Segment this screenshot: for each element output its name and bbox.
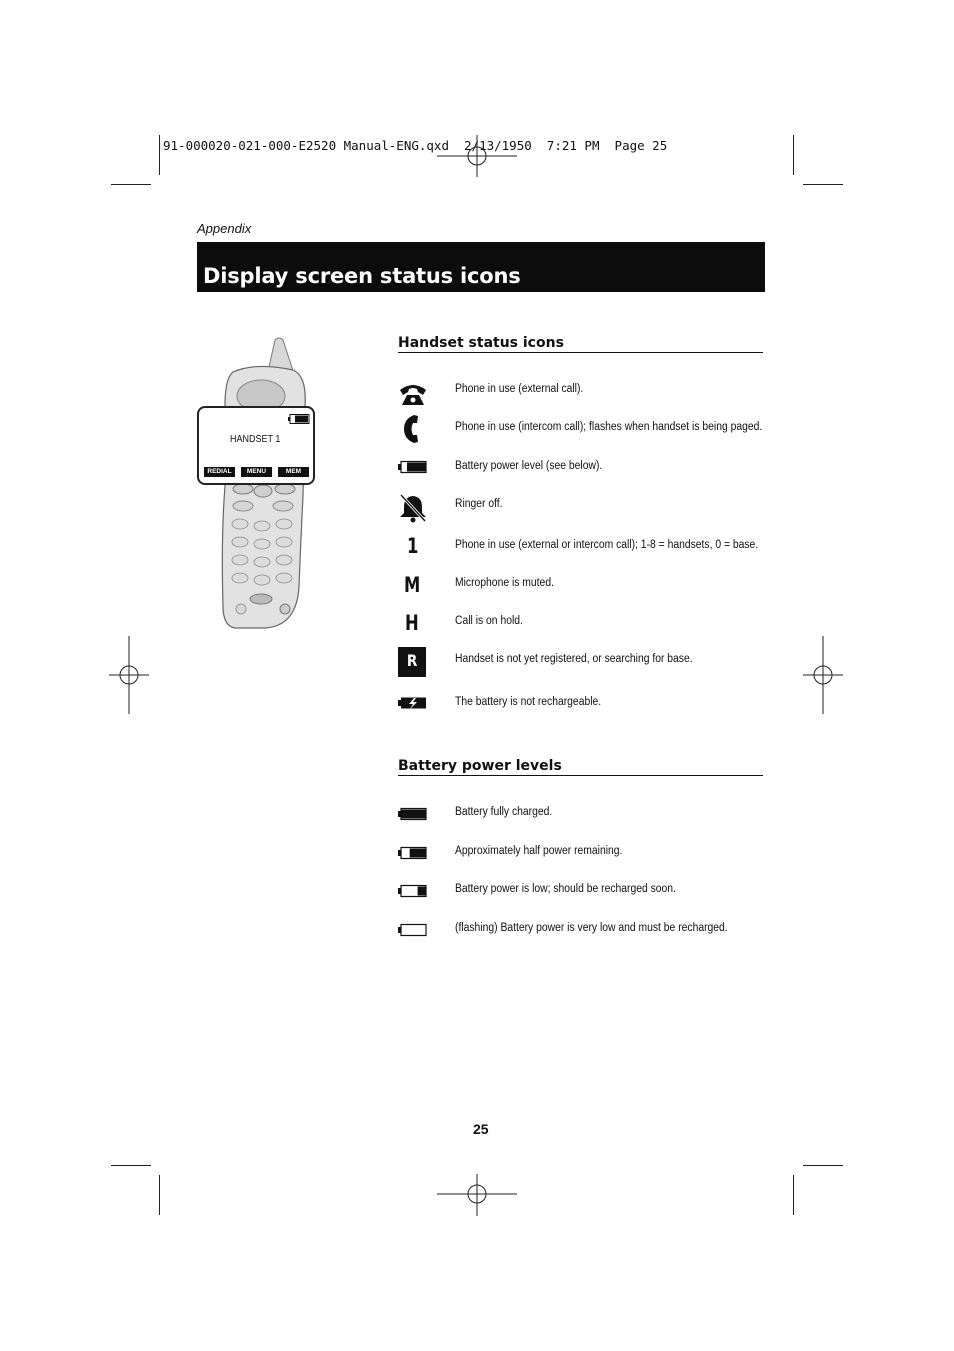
status-description: Phone in use (external call). <box>455 383 584 395</box>
battery-description: Battery fully charged. <box>455 806 553 818</box>
battery-levels-heading: Battery power levels <box>398 758 763 776</box>
status-description: Microphone is muted. <box>455 577 554 589</box>
status-row <box>398 459 768 489</box>
hold-icon: H <box>405 611 419 635</box>
status-row <box>398 381 768 411</box>
page-title: Display screen status icons <box>203 264 521 288</box>
lcd-screen-text: HANDSET 1 <box>230 434 281 445</box>
battery-indicator-icon <box>288 414 310 424</box>
crop-mark <box>803 184 843 185</box>
battery-level-icon <box>398 459 428 475</box>
crop-mark <box>111 184 151 185</box>
battery-description: Battery power is low; should be recharged soon. <box>455 883 676 895</box>
status-description: Phone in use (intercom call); flashes when handset is being paged. <box>455 421 763 433</box>
battery-empty-icon <box>398 922 428 938</box>
status-description: Battery power level (see below). <box>455 460 603 472</box>
phone-intercom-icon <box>398 414 428 444</box>
status-row <box>398 493 768 523</box>
battery-half-icon <box>398 845 428 861</box>
status-row <box>398 414 768 444</box>
crop-mark <box>793 1175 794 1215</box>
battery-row <box>398 845 768 875</box>
registration-mark-icon <box>109 636 149 714</box>
title-banner <box>197 242 765 292</box>
battery-row <box>398 806 768 836</box>
battery-low-icon <box>398 883 428 899</box>
page-number: 25 <box>473 1121 489 1137</box>
status-description: Phone in use (external or intercom call); 1-8 = handsets, 0 = base. <box>455 539 759 551</box>
crop-mark <box>793 135 794 175</box>
crop-mark <box>159 1175 160 1215</box>
status-description: Ringer off. <box>455 498 503 510</box>
status-row <box>398 647 768 677</box>
status-description: The battery is not rechargeable. <box>455 696 602 708</box>
battery-full-icon <box>398 806 428 822</box>
crop-mark <box>159 135 160 175</box>
handset-status-heading: Handset status icons <box>398 335 763 353</box>
handset-lcd <box>197 406 315 485</box>
softkey-mem: MEM <box>278 467 309 477</box>
battery-row <box>398 883 768 913</box>
section-tag: Appendix <box>197 221 252 236</box>
status-row <box>398 611 768 641</box>
handset-illustration <box>195 336 315 631</box>
status-row <box>398 534 768 564</box>
status-row <box>398 573 768 603</box>
softkey-menu: MENU <box>241 467 272 477</box>
battery-description: Approximately half power remaining. <box>455 845 623 857</box>
softkey-redial: REDIAL <box>204 467 235 477</box>
registration-mark-icon <box>803 636 843 714</box>
registration-mark-icon <box>437 1174 517 1216</box>
phone-external-icon <box>398 381 428 411</box>
file-slug-line: 91-000020-021-000-E2520 Manual-ENG.qxd 2/13/1950 7:21 PM Page 25 <box>163 138 668 153</box>
non-rechargeable-battery-icon <box>398 695 428 711</box>
status-description: Call is on hold. <box>455 615 523 627</box>
battery-row <box>398 922 768 952</box>
mute-icon: M <box>404 573 421 597</box>
ringer-off-icon <box>398 493 428 523</box>
crop-mark <box>803 1165 843 1166</box>
battery-description: (flashing) Battery power is very low and must be recharged. <box>455 922 728 934</box>
crop-mark <box>111 1165 151 1166</box>
registration-icon: R <box>398 647 426 677</box>
status-row <box>398 695 768 725</box>
status-description: Handset is not yet registered, or searching for base. <box>455 653 693 665</box>
handset-number-icon: 1 <box>407 534 419 558</box>
